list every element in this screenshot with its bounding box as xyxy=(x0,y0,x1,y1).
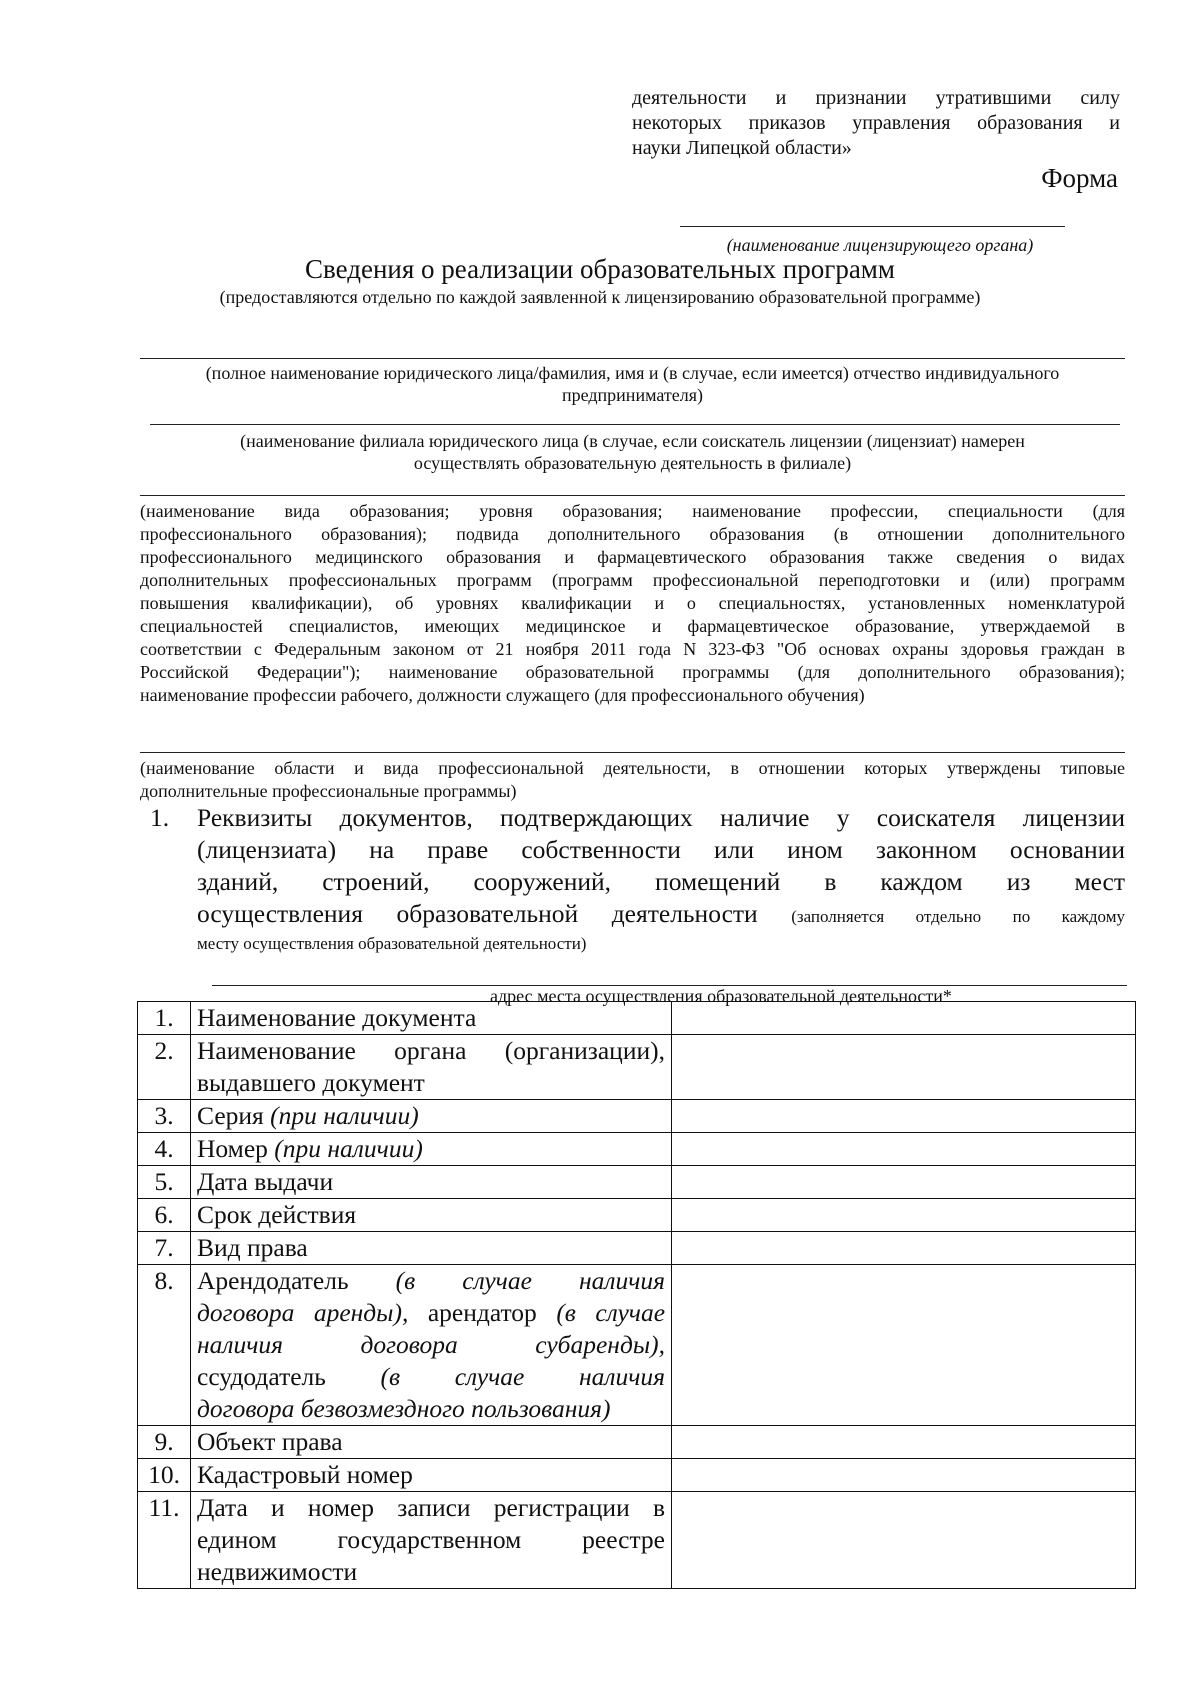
row-value-cell[interactable] xyxy=(672,1002,1136,1035)
row-label-text: недвижимости xyxy=(197,1557,358,1586)
row-label-text: арендатор xyxy=(427,1298,537,1327)
row-label xyxy=(191,1002,672,1035)
order-reference-line: некоторых приказов управления образования и xyxy=(632,112,1120,134)
row-number: 2. xyxy=(138,1035,191,1100)
section-heading-line: Реквизиты документов, подтверждающих наличие у соискателя лицензии xyxy=(197,803,1125,832)
order-reference-line: деятельности и признании утратившими силу xyxy=(632,87,1120,109)
row-label xyxy=(191,1265,672,1426)
caption-line: соответствии с Федеральным законом от 21 ноября 2011 года N 323-ФЗ "Об основах охраны здоровья граждан в xyxy=(140,639,1125,659)
section-heading-line xyxy=(197,898,1125,933)
caption-line: (наименование вида образования; уровня образования; наименование профессии, специальности (для xyxy=(140,501,1125,521)
caption-line: профессионального образования); подвида дополнительного образования (в отношении дополнительного xyxy=(140,524,1125,544)
order-reference xyxy=(632,86,1120,161)
row-value-cell[interactable] xyxy=(672,1265,1136,1426)
order-reference-line: науки Липецкой области» xyxy=(632,137,852,159)
row-value-cell[interactable] xyxy=(672,1232,1136,1265)
row-label-text: Срок действия xyxy=(197,1200,357,1229)
row-label-text: ссудодатель xyxy=(197,1362,326,1391)
caption-line: Российской Федерации"); наименование образовательной программы (для дополнительного образования); xyxy=(140,662,1125,682)
table-row xyxy=(138,1459,1136,1492)
row-value-cell[interactable] xyxy=(672,1100,1136,1133)
caption-line: предпринимателя) xyxy=(562,385,703,405)
licensing-body-line[interactable] xyxy=(680,226,1065,227)
row-number: 3. xyxy=(138,1100,191,1133)
row-value-cell[interactable] xyxy=(672,1035,1136,1100)
row-number: 4. xyxy=(138,1133,191,1166)
row-label-note: договора безвозмездного пользования) xyxy=(197,1394,611,1423)
row-number: 8. xyxy=(138,1265,191,1426)
table-row xyxy=(138,1426,1136,1459)
table-row xyxy=(138,1133,1136,1166)
row-label-line xyxy=(197,1297,665,1329)
row-label xyxy=(191,1199,672,1232)
row-label-line xyxy=(197,1361,665,1393)
row-value-cell[interactable] xyxy=(672,1459,1136,1492)
row-label xyxy=(191,1166,672,1199)
table-row xyxy=(138,1492,1136,1589)
caption-line: (наименование области и вида профессиональной деятельности, в отношении которых утверждены типовые xyxy=(140,758,1125,778)
table-row xyxy=(138,1002,1136,1035)
row-label-note: (в случае наличия xyxy=(395,1266,665,1295)
section-heading-line: зданий, строений, сооружений, помещений в каждом из мест xyxy=(197,867,1125,896)
section-heading xyxy=(197,802,1125,955)
row-label-note: (в случае xyxy=(556,1298,666,1327)
caption-line: дополнительных профессиональных программ (программ профессиональной переподготовки и (или) программ xyxy=(140,570,1125,590)
row-number: 5. xyxy=(138,1166,191,1199)
row-label-note: договора аренды), xyxy=(197,1298,409,1327)
row-label-text: Номер xyxy=(197,1134,268,1163)
document-title: Сведения о реализации образовательных программ xyxy=(305,254,895,284)
row-label xyxy=(191,1100,672,1133)
section-number: 1. xyxy=(150,803,170,832)
section-heading-line: (лицензиата) на праве собственности или ином законном основании xyxy=(197,835,1125,864)
caption-line: наименование профессии рабочего, должности служащего (для профессионального обучения) xyxy=(140,685,865,705)
row-label-text: выдавшего документ xyxy=(197,1068,425,1097)
section-heading-line-main: осуществления образовательной деятельности xyxy=(197,899,758,928)
row-label-text: Наименование документа xyxy=(197,1003,477,1032)
professional-area-line[interactable] xyxy=(140,752,1125,753)
address-caption: адрес места осуществления образовательной деятельности* xyxy=(490,986,952,1006)
row-label-text: Дата и номер записи регистрации в xyxy=(197,1493,665,1522)
licensing-body-caption: (наименование лицензирующего органа) xyxy=(726,235,1034,255)
row-label-note: (в случае наличия xyxy=(380,1362,665,1391)
row-label-text: едином государственном реестре xyxy=(197,1525,665,1554)
table-row xyxy=(138,1199,1136,1232)
caption-line: повышения квалификации), об уровнях квалификации и о специальностях, установленных номенклатурой xyxy=(140,593,1125,613)
professional-area-caption xyxy=(140,757,1125,803)
row-label xyxy=(191,1459,672,1492)
caption-line: профессионального медицинского образования и фармацевтического образования также сведения о видах xyxy=(140,547,1125,567)
row-label-text: Объект права xyxy=(197,1427,343,1456)
legal-entity-line[interactable] xyxy=(140,358,1125,359)
row-label-note: наличия договора субаренды), xyxy=(197,1330,665,1359)
row-value-cell[interactable] xyxy=(672,1426,1136,1459)
caption-line: дополнительные профессиональные программы) xyxy=(140,781,517,801)
row-label-text: Вид права xyxy=(197,1233,308,1262)
row-label-text: Кадастровый номер xyxy=(197,1460,413,1489)
row-label-text: Дата выдачи xyxy=(197,1167,334,1196)
row-label-text: Арендодатель xyxy=(197,1266,349,1295)
row-label-note: (при наличии) xyxy=(270,1101,419,1130)
education-type-caption xyxy=(140,500,1125,707)
row-number: 10. xyxy=(138,1459,191,1492)
row-number: 1. xyxy=(138,1002,191,1035)
row-label xyxy=(191,1035,672,1100)
table-row xyxy=(138,1232,1136,1265)
caption-line: осуществлять образовательную деятельность в филиале) xyxy=(413,453,852,473)
row-label xyxy=(191,1492,672,1589)
table-row xyxy=(138,1166,1136,1199)
row-label xyxy=(191,1133,672,1166)
documents-table xyxy=(137,1001,1136,1589)
branch-line[interactable] xyxy=(150,424,1120,425)
legal-entity-caption xyxy=(140,362,1125,406)
row-number: 7. xyxy=(138,1232,191,1265)
row-label xyxy=(191,1232,672,1265)
row-number: 11. xyxy=(138,1492,191,1589)
row-label xyxy=(191,1426,672,1459)
row-number: 9. xyxy=(138,1426,191,1459)
table-row xyxy=(138,1265,1136,1426)
caption-line: специальностей специалистов, имеющих медицинское и фармацевтическое образование, утверждаемой в xyxy=(140,616,1125,636)
caption-line: (наименование филиала юридического лица (в случае, если соискатель лицензии (лицензиат) намерен xyxy=(240,431,1025,451)
form-label: Форма xyxy=(1041,163,1118,193)
table-row xyxy=(138,1035,1136,1100)
row-value-cell[interactable] xyxy=(672,1199,1136,1232)
row-label-text: Серия xyxy=(197,1101,264,1130)
section-fill-note: (заполняется отдельно по каждому xyxy=(791,907,1125,926)
table-row xyxy=(138,1100,1136,1133)
row-value-cell[interactable] xyxy=(672,1166,1136,1199)
row-value-cell[interactable] xyxy=(672,1133,1136,1166)
document-subtitle: (предоставляются отдельно по каждой заявленной к лицензированию образовательной программе) xyxy=(219,287,981,307)
row-value-cell[interactable] xyxy=(672,1492,1136,1589)
row-number: 6. xyxy=(138,1199,191,1232)
row-label-text: Наименование органа (организации), xyxy=(197,1036,665,1065)
row-label-note: (при наличии) xyxy=(274,1134,423,1163)
education-type-line[interactable] xyxy=(140,495,1125,496)
row-label-line xyxy=(197,1265,665,1297)
caption-line: (полное наименование юридического лица/фамилия, имя и (в случае, если имеется) отчество индивидуального xyxy=(205,363,1060,383)
branch-caption xyxy=(140,430,1125,474)
section-fill-note-cont: месту осуществления образовательной деятельности) xyxy=(197,934,587,953)
